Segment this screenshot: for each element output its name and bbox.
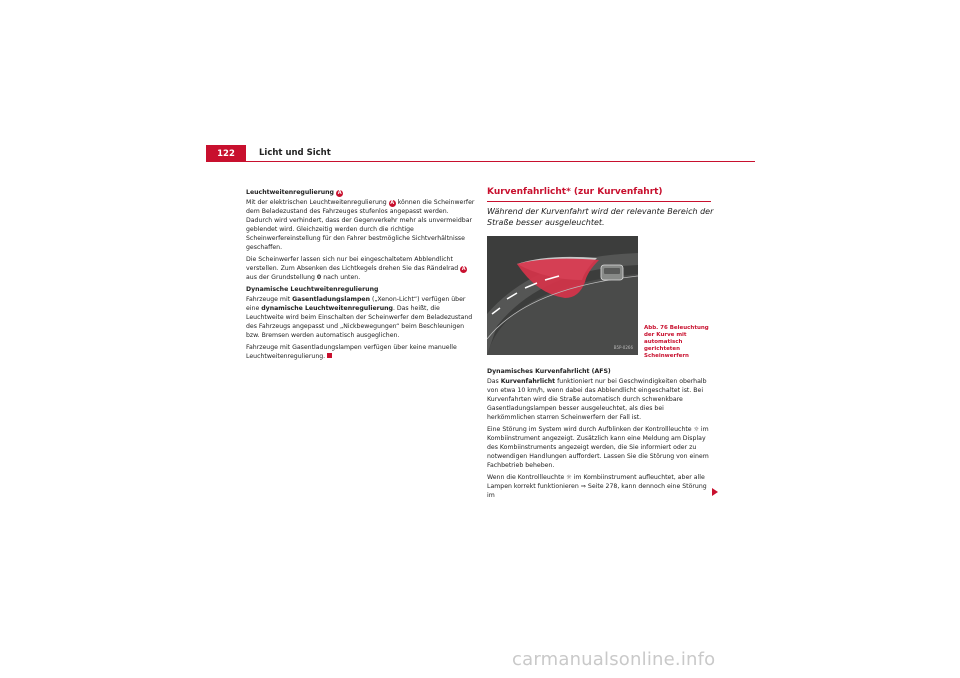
paragraph (487, 473, 713, 500)
bold-text: dynamische Leuchtweitenregulierung (261, 305, 393, 312)
paragraph (246, 343, 476, 361)
page-number: 122 (206, 145, 246, 162)
section-divider (487, 201, 711, 202)
watermark: carmanualsonline.info (512, 649, 716, 670)
text: im Kombiinstrument angezeigt. Zusätzlich kann eine Meldung am Display des Kombiinstruments angezeigt werden, die Sie informiert oder zu notwendigen Handlungen auffordert. Lassen Sie die Störung von einem Fachbetrieb beheben. (487, 426, 709, 469)
heading-leuchtweite (246, 188, 476, 197)
paragraph (487, 377, 713, 422)
text: nach unten. (323, 274, 361, 281)
bold-text: 0 (316, 274, 322, 281)
section-title: Kurvenfahrlicht* (zur Kurvenfahrt) (487, 187, 663, 197)
text: Das (487, 378, 499, 385)
text: . Das heißt, die Leuchtweite wird beim Einschalten der Scheinwerfer dem Beladezustand des Fahrzeugs angepasst und „Nickbewegungen“ beim Beschleunigen bzw. Bremsen werden automatisch ausgeglichen. (246, 305, 473, 339)
paragraph (246, 198, 476, 252)
curve-lighting-figure (487, 236, 638, 355)
paragraph (246, 255, 476, 282)
paragraph (246, 295, 476, 340)
figure-caption: Abb. 76 Beleuchtung der Kurve mit automatisch gerichteten Scheinwerfern (644, 325, 709, 359)
bold-text: Gasentladungslampen (292, 296, 370, 303)
text: können die Scheinwerfer dem Beladezustand des Fahrzeuges stufenlos angepasst werden. Dadurch wird verhindert, dass der Gegenverkehr mehr als unvermeidbar geblendet wird. Gleichzeitig werden durch die richtige Scheinwerfereinstellung für den Fahrer bestmögliche Sichtverhältnisse geschaffen. (246, 199, 475, 251)
left-column (246, 188, 476, 364)
text: Eine Störung im System wird durch Aufblinken der Kontrollleuchte (487, 426, 692, 433)
text: funktioniert nur bei Geschwindigkeiten oberhalb von etwa 10 km/h, wenn dabei das Abblendlicht eingeschaltet ist. Bei Kurvenfahrten wird die Straße automatisch durch schwenkbare Gasentladungslampen besser ausgeleuchtet, als dies bei herkömmlichen starren Scheinwerfern der Fall ist. (487, 378, 707, 421)
section-end-marker (327, 353, 332, 358)
headlight-warning-icon: ☼ (566, 474, 572, 481)
continue-arrow-icon[interactable] (712, 488, 718, 496)
header-divider (206, 161, 755, 162)
text: Die Scheinwerfer lassen sich nur bei eingeschaltetem Abblendlicht verstellen. Zum Absenken des Lichtkegels drehen Sie das Rändelrad (246, 256, 459, 272)
heading-text: Leuchtweitenregulierung (246, 189, 334, 196)
figure-ref-badge[interactable]: A (337, 190, 342, 196)
figure-code: B5P-0266 (613, 345, 633, 350)
figure-ref-badge[interactable]: A (461, 266, 466, 272)
text: Fahrzeuge mit Gasentladungslampen verfügen über keine manuelle Leuchtweitenregulierung. (246, 344, 457, 360)
text: aus der Grundstellung (246, 274, 315, 281)
right-column-body (487, 367, 713, 503)
chapter-title: Licht und Sicht (259, 148, 331, 158)
text: im Kombiinstrument aufleuchtet, aber alle Lampen korrekt funktionieren ⇒ Seite 278, kann dennoch eine Störung im (487, 474, 707, 499)
figure-ref-badge[interactable]: A (390, 200, 395, 206)
text: Fahrzeuge mit (246, 296, 291, 303)
headlight-warning-icon: ☼ (693, 426, 699, 433)
heading-dynamic: Dynamische Leuchtweitenregulierung (246, 286, 379, 293)
heading-afs: Dynamisches Kurvenfahrlicht (AFS) (487, 368, 611, 375)
text: („Xenon-Licht“) verfügen über eine (246, 296, 466, 312)
text: Mit der elektrischen Leuchtweitenregulierung (246, 199, 387, 206)
bold-text: Kurvenfahrlicht (500, 378, 556, 385)
paragraph (487, 425, 713, 470)
lead-text: Während der Kurvenfahrt wird der relevante Bereich der Straße besser ausgeleuchtet. (487, 207, 714, 227)
text: Wenn die Kontrollleuchte (487, 474, 565, 481)
